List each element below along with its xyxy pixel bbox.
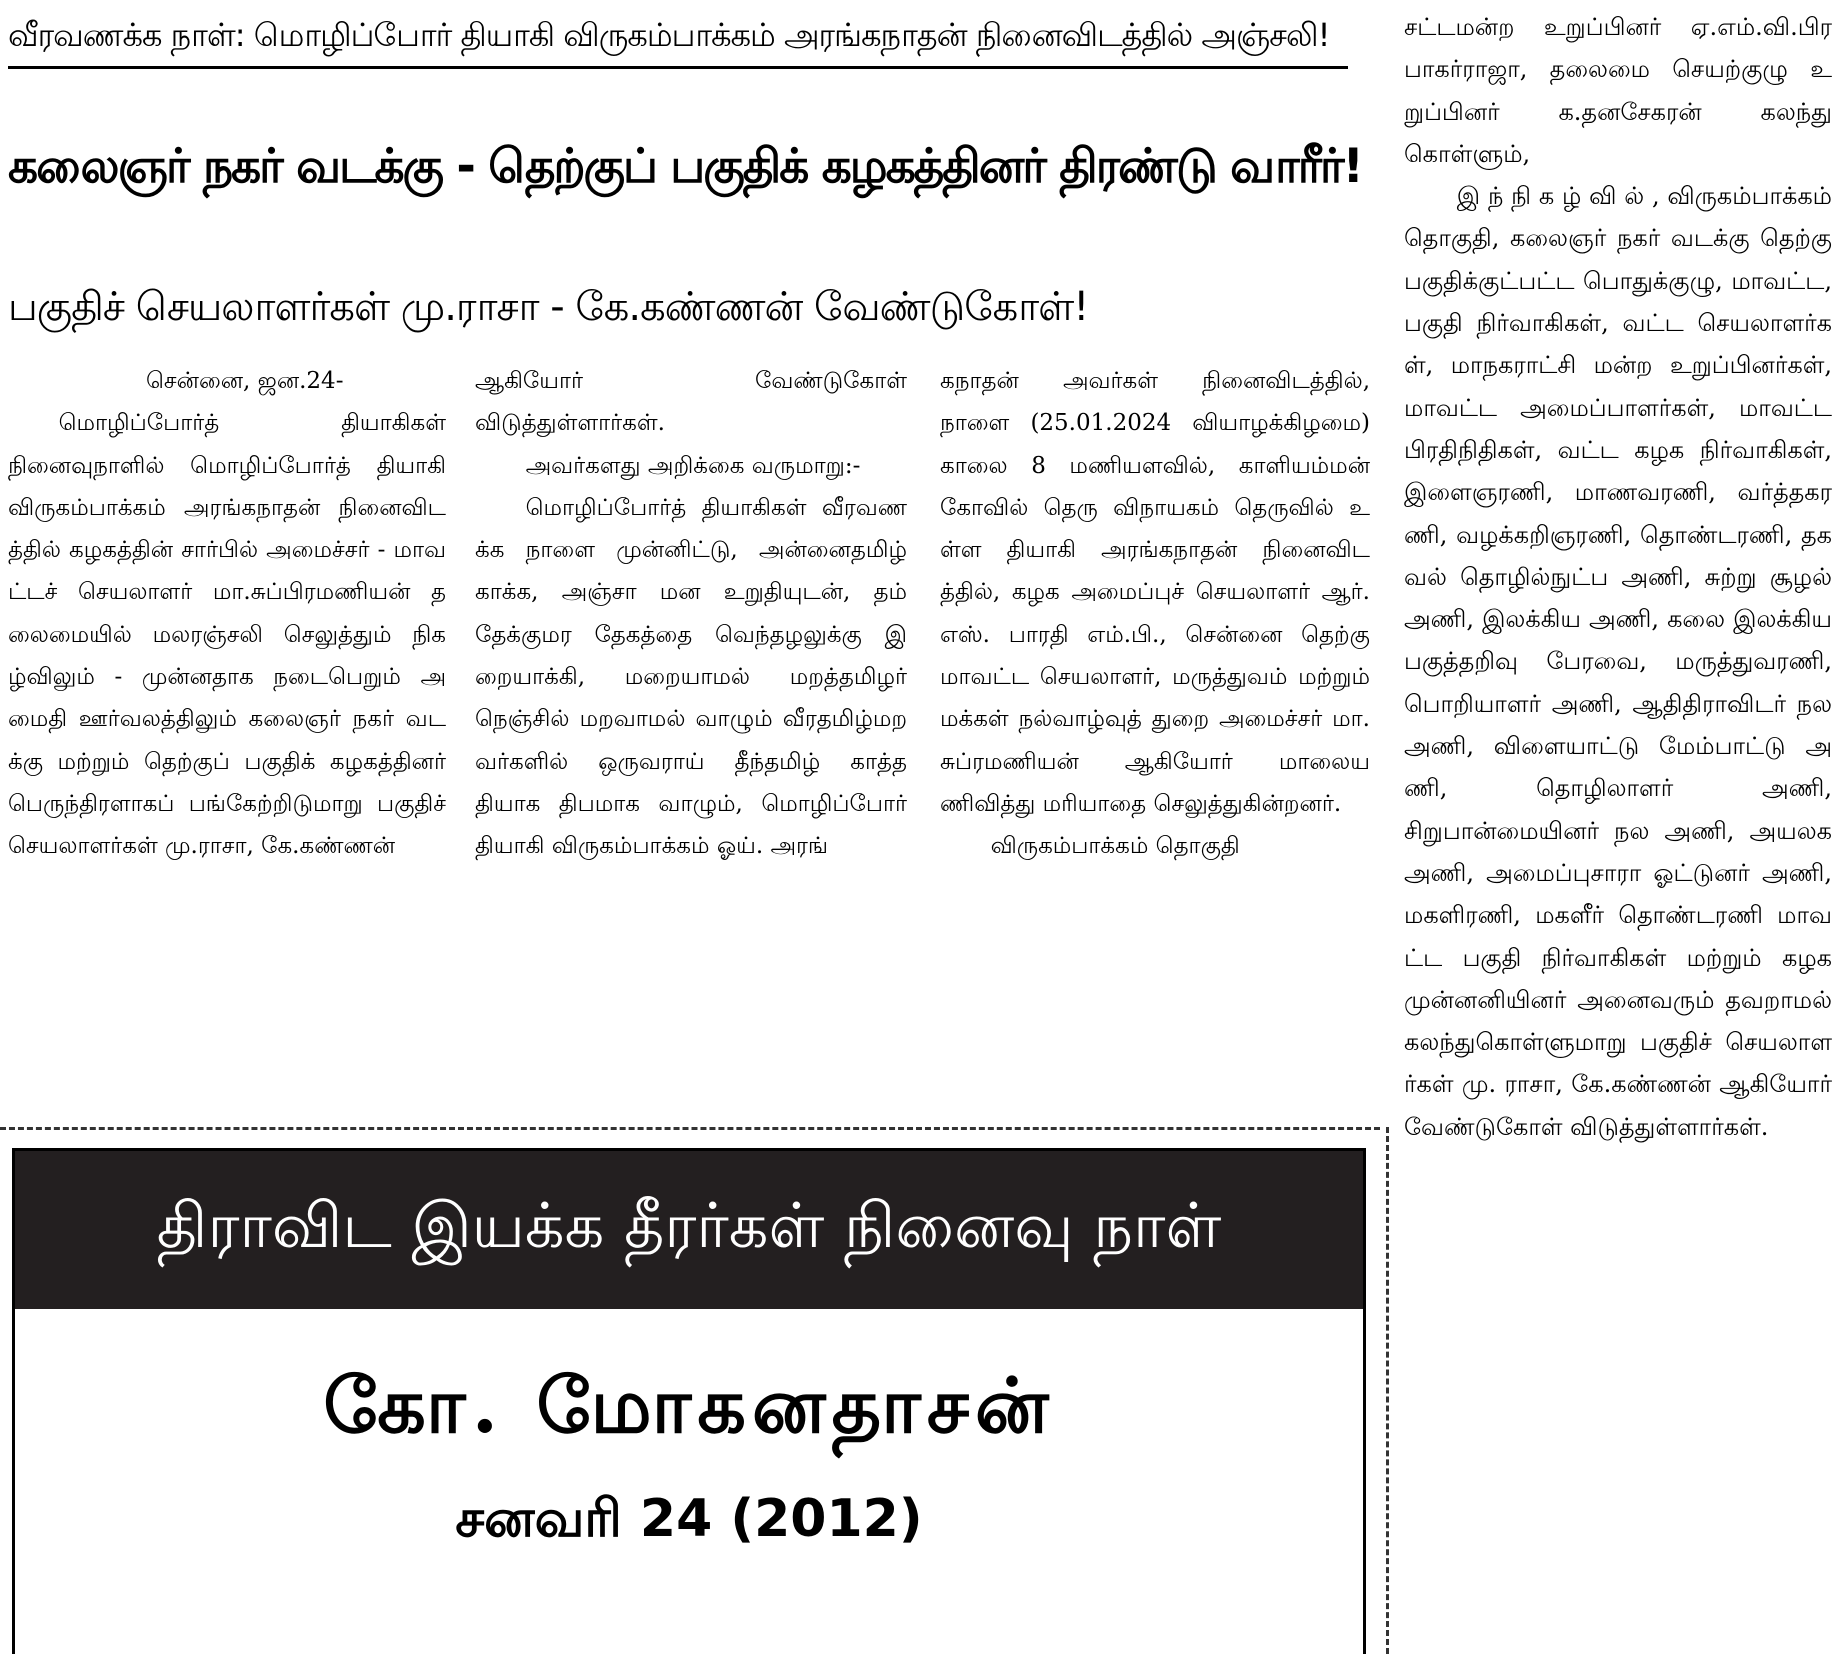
- article-paragraph: விருகம்பாக்கம் தொகுதி: [990, 833, 1240, 860]
- article-paragraph: கநாதன் அவர்கள் நினைவிடத்தில், நாளை (25.01.2024 வியாழக்கிழமை) காலை 8 மணியளவில், காளியம்மன் கோவில் தெரு விநாயகம் தெருவில் உள்ள தியாகி அரங்கநாதன் நினைவிடத்தில், கழக அமைப்புச் செயலாளர் ஆர்.எஸ். பாரதி எம்.பி., சென்னை தெற்கு மாவட்ட செயலாளர், மருத்துவம் மற்றும் மக்கள் நல்வாழ்வுத் துறை அமைச்சர் மா.சுப்ரமணியன் ஆகியோர் மாலையணிவித்து மரியாதை செலுத்துகின்றனர்.: [940, 368, 1370, 817]
- memorial-name: கோ. மோகனதாசன்: [323, 1361, 1055, 1450]
- memorial-box: [12, 1148, 1366, 1654]
- article-column-3: [940, 360, 1370, 1100]
- article-column-1: [8, 360, 446, 1100]
- dateline: சென்னை, ஜன.24-: [146, 368, 344, 394]
- article-paragraph: இ ந் நி க ழ் வி ல் , விருகம்பாக்கம் தொகுதி, கலைஞர் நகர் வடக்கு தெற்கு பகுதிக்குட்பட்ட பொதுக்குழு, மாவட்ட, பகுதி நிர்வாகிகள், வட்ட செயலாளர்கள், மாநகராட்சி மன்ற உறுப்பினர்கள், மாவட்ட அமைப்பாளர்கள், மாவட்ட பிரதிநிதிகள், வட்ட கழக நிர்வாகிகள், இளைஞரணி, மாணவரணி, வர்த்தகரணி, வழக்கறிஞரணி, தொண்டரணி, தகவல் தொழில்நுட்ப அணி, சுற்று சூழல் அணி, இலக்கிய அணி, கலை இலக்கிய பகுத்தறிவு பேரவை, மருத்துவரணி, பொறியாளர் அணி, ஆதிதிராவிடர் நல அணி, விளையாட்டு மேம்பாட்டு அணி, தொழிலாளர் அணி, சிறுபான்மையினர் நல அணி, அயலக அணி, அமைப்புசாரா ஓட்டுனர் அணி, மகளிரணி, மகளீர் தொண்டரணி மாவட்ட பகுதி நிர்வாகிகள் மற்றும் கழக முன்னனியினர் அனைவரும் தவறாமல் கலந்துகொள்ளுமாறு பகுதிச் செயலாளர்கள் மு. ராசா, கே.கண்ணன் ஆகியோர் வேண்டுகோள் விடுத்துள்ளார்கள்.: [1404, 182, 1832, 1141]
- article-paragraph: ஆகியோர் வேண்டுகோள் விடுத்துள்ளார்கள்.: [475, 368, 907, 437]
- article-paragraph: சட்டமன்ற உறுப்பினர் ஏ.எம்.வி.பிரபாகர்ராஜா, தலைமை செயற்குழு உறுப்பினர் க.தனசேகரன் கலந்து கொள்ளும்,: [1404, 13, 1832, 168]
- article-column-2: [475, 360, 907, 1100]
- memorial-banner: திராவிட இயக்க தீரர்கள் நினைவு நாள்: [15, 1151, 1363, 1309]
- sub-headline: பகுதிச் செயலாளர்கள் மு.ராசா - கே.கண்ணன் வேண்டுகோள்!: [8, 284, 1089, 330]
- dashed-divider-vertical: [1386, 1127, 1389, 1654]
- kicker-headline: வீரவணக்க நாள்: மொழிப்போர் தியாகி விருகம்பாக்கம் அரங்கநாதன் நினைவிடத்தில் அஞ்சலி!: [8, 4, 1348, 69]
- main-headline: கலைஞர் நகர் வடக்கு - தெற்குப் பகுதிக் கழகத்தினர் திரண்டு வாரீர்!: [8, 139, 1362, 194]
- article-paragraph: அவர்களது அறிக்கை வருமாறு:-: [525, 452, 861, 479]
- dashed-divider-horizontal: [0, 1127, 1380, 1130]
- article-column-4: [1404, 6, 1832, 1646]
- article-paragraph: மொழிப்போர்த் தியாகிகள் நினைவுநாளில் மொழிப்போர்த் தியாகி விருகம்பாக்கம் அரங்கநாதன் நினைவிடத்தில் கழகத்தின் சார்பில் அமைச்சர் - மாவட்டச் செயலாளர் மா.சுப்பிரமணியன் தலைமையில் மலரஞ்சலி செலுத்தும் நிகழ்விலும் - முன்னதாக நடைபெறும் அமைதி ஊர்வலத்திலும் கலைஞர் நகர் வடக்கு மற்றும் தெற்குப் பகுதிக் கழகத்தினர் பெருந்திரளாகப் பங்கேற்றிடுமாறு பகுதிச் செயலாளர்கள் மு.ராசா, கே.கண்ணன்: [8, 410, 446, 860]
- article-paragraph: மொழிப்போர்த் தியாகிகள் வீரவணக்க நாளை முன்னிட்டு, அன்னைதமிழ் காக்க, அஞ்சா மன உறுதியுடன், தம் தேக்குமர தேகத்தை வெந்தழலுக்கு இறையாக்கி, மறையாமல் மறத்தமிழர் நெஞ்சில் மறவாமல் வாழும் வீரதமிழ்மறவர்களில் ஒருவராய் தீந்தமிழ் காத்த தியாக திபமாக வாழும், மொழிப்போர் தியாகி விருகம்பாக்கம் ஓய். அரங்: [475, 494, 907, 860]
- memorial-date: சனவரி 24 (2012): [455, 1489, 923, 1549]
